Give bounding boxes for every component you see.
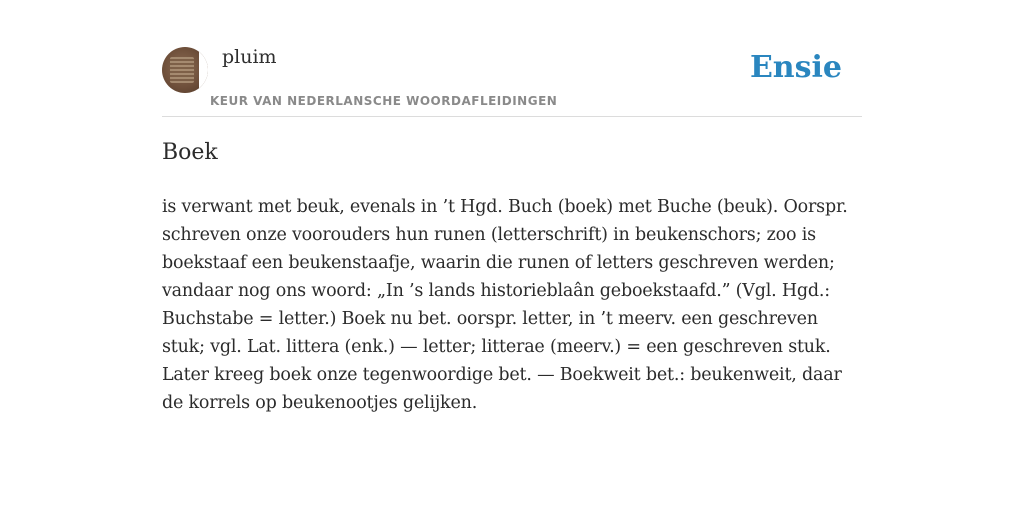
author-name[interactable]: pluim: [222, 46, 277, 68]
source-title[interactable]: KEUR VAN NEDERLANSCHE WOORDAFLEIDINGEN: [210, 94, 558, 108]
page-title: Boek: [162, 140, 218, 165]
header: [162, 44, 862, 117]
brand-logo[interactable]: Ensie: [749, 50, 842, 85]
author-avatar[interactable]: [162, 47, 208, 93]
avatar-image: [170, 57, 194, 83]
definition-text: is verwant met beuk, evenals in ’t Hgd. Buch (boek) met Buche (beuk). Oorspr. schreven onze voorouders hun runen (letterschrift) in beukenschors; zoo is boekstaaf een beukenstaafje, waarin die runen of letters geschreven werden; vandaar nog ons woord: „In ’s lands historieblaân geboekstaafd.” (Vgl. Hgd.: Buchstabe = letter.) Boek nu bet. oorspr. letter, in ’t meerv. een geschreven stuk; vgl. Lat. littera (enk.) — letter; litterae (meerv.) = een geschreven stuk. Later kreeg boek onze tegenwoordige bet. — Boekweit bet.: beukenweit, daar de korrels op beukenootjes gelijken.: [162, 197, 848, 413]
